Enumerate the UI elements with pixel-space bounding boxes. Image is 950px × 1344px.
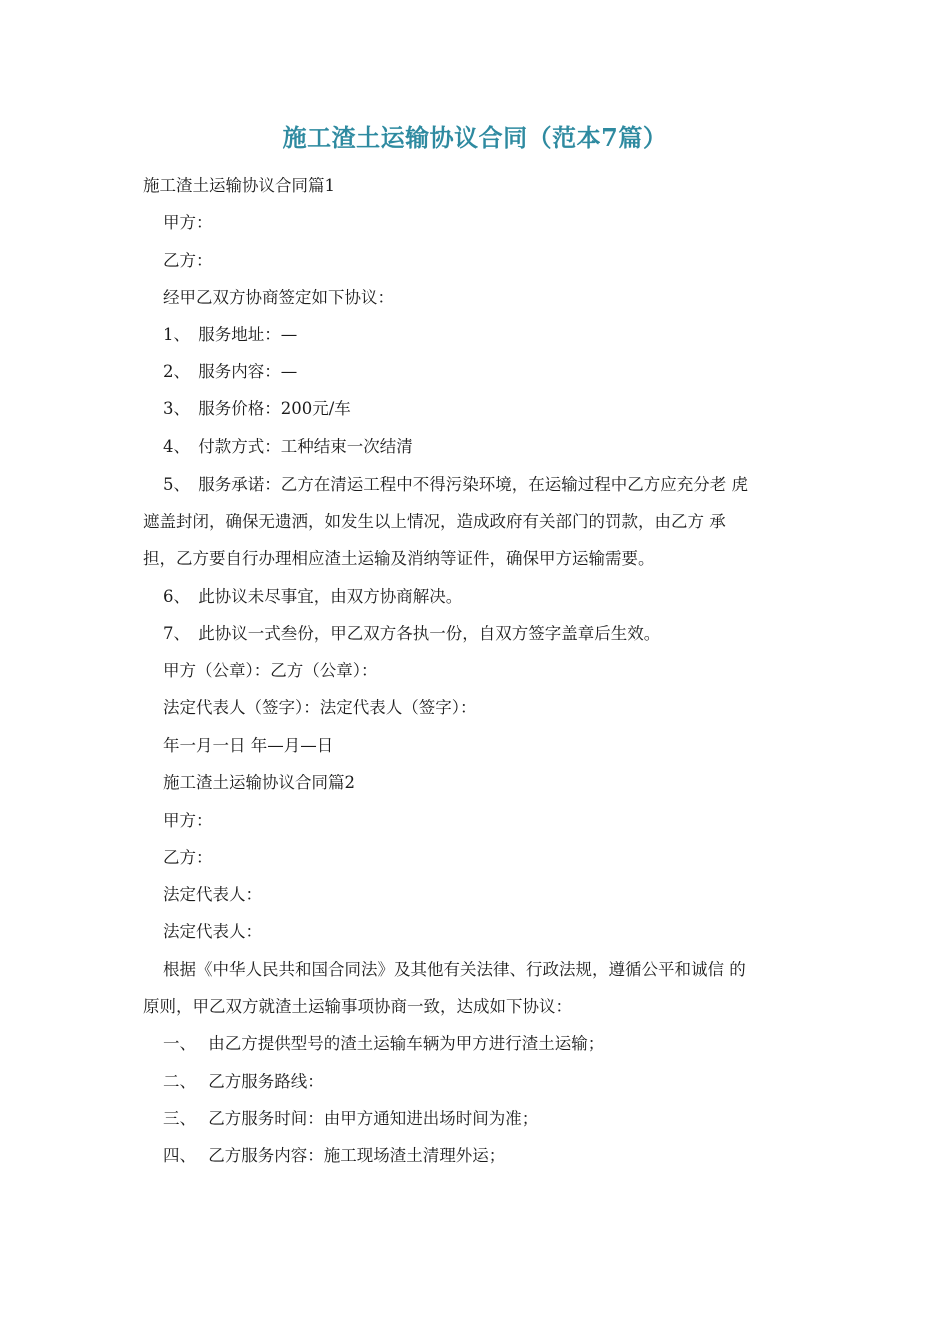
section2-heading: 施工渣土运输协议合同篇2 — [163, 773, 355, 792]
section1-party-b: 乙方： — [163, 251, 213, 270]
clause-number: 三、 — [163, 1109, 196, 1128]
clause-text: 乙方服务时间：由甲方通知进出场时间为准； — [208, 1109, 539, 1128]
section1-date: 年一月一日 年—月—日 — [163, 736, 334, 755]
section1-seal: 甲方（公章）：乙方（公章）： — [163, 661, 378, 680]
clause-number: 二、 — [163, 1072, 196, 1091]
section2-party-a: 甲方： — [163, 811, 213, 830]
item-text: 服务地址：— — [198, 325, 298, 344]
section1-item5-continuation: 遮盖封闭，确保无遗洒，如发生以上情况，造成政府有关部门的罚款，由乙方 承 — [143, 512, 726, 531]
section2-clause — [163, 1145, 505, 1167]
section1-item — [163, 361, 297, 383]
document-title: 施工渣土运输协议合同（范本7篇） — [282, 123, 668, 152]
item-number: 7、 — [163, 624, 190, 643]
item-number: 5、 — [163, 475, 190, 494]
item-text: 服务承诺：乙方在清运工程中不得污染环境，在运输过程中乙方应充分老 虎 — [198, 475, 748, 494]
item-number: 3、 — [163, 399, 190, 418]
item-number: 6、 — [163, 587, 190, 606]
section1-intro: 经甲乙双方协商签定如下协议： — [163, 288, 394, 307]
item-number: 4、 — [163, 437, 190, 456]
clause-text: 乙方服务内容：施工现场渣土清理外运； — [208, 1146, 506, 1165]
clause-number: 一、 — [163, 1034, 196, 1053]
section1-item6 — [163, 586, 462, 608]
section1-rep-sign: 法定代表人（签字）：法定代表人（签字）： — [163, 698, 477, 717]
item-text: 付款方式：工种结束一次结清 — [198, 437, 413, 456]
item-number: 2、 — [163, 362, 190, 381]
item-text: 此协议一式叁份，甲乙双方各执一份，自双方签字盖章后生效。 — [198, 624, 661, 643]
section2-intro: 根据《中华人民共和国合同法》及其他有关法律、行政法规，遵循公平和诚信 的 — [163, 960, 746, 979]
section1-item — [163, 436, 413, 458]
section2-clause — [163, 1071, 324, 1093]
clause-text: 乙方服务路线： — [208, 1072, 324, 1091]
item-number: 1、 — [163, 325, 190, 344]
item-text: 此协议未尽事宜，由双方协商解决。 — [198, 587, 463, 606]
section2-clause — [163, 1108, 538, 1130]
section1-item7 — [163, 623, 660, 645]
section2-intro-continuation: 原则，甲乙双方就渣土运输事项协商一致，达成如下协议： — [143, 997, 572, 1016]
section2-rep-b: 法定代表人： — [163, 922, 262, 941]
item-text: 服务价格：200元/车 — [198, 399, 351, 418]
section1-item — [163, 398, 351, 420]
section2-rep-a: 法定代表人： — [163, 885, 262, 904]
section1-item5-continuation: 担，乙方要自行办理相应渣土运输及消纳等证件，确保甲方运输需要。 — [143, 549, 655, 568]
clause-text: 由乙方提供型号的渣土运输车辆为甲方进行渣土运输； — [208, 1034, 605, 1053]
item-text: 服务内容：— — [198, 362, 298, 381]
section1-item5 — [163, 474, 748, 496]
section2-clause — [163, 1033, 604, 1055]
section1-party-a: 甲方： — [163, 213, 213, 232]
clause-number: 四、 — [163, 1146, 196, 1165]
section1-heading: 施工渣土运输协议合同篇1 — [143, 176, 335, 195]
section1-item — [163, 324, 297, 346]
section2-party-b: 乙方： — [163, 848, 213, 867]
